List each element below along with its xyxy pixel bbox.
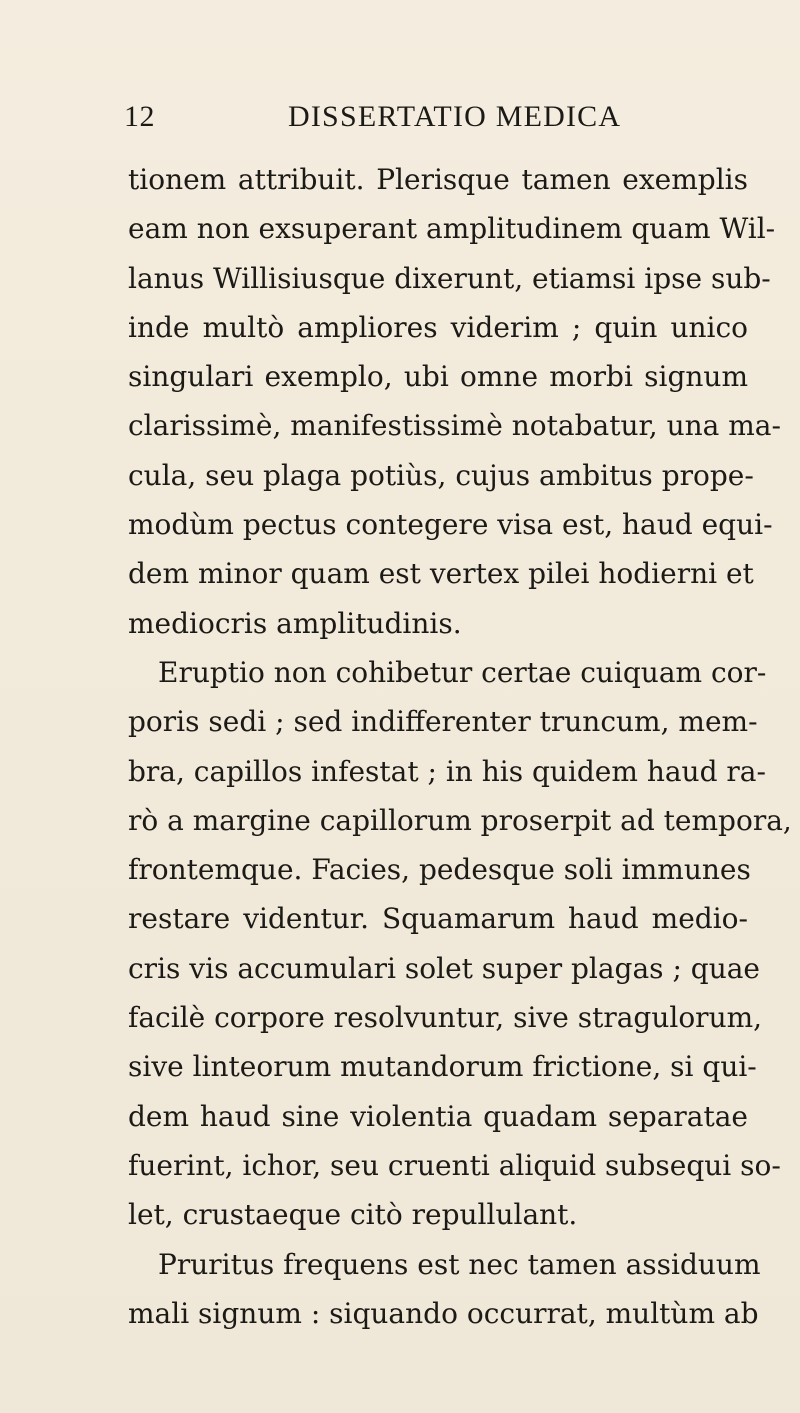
text-line: modùm pectus contegere visa est, haud equi- — [128, 508, 773, 542]
text-line: cula, seu plaga potiùs, cujus ambitus prope- — [128, 458, 754, 492]
text-line: lanus Willisiusque dixerunt, etiamsi ipse sub- — [128, 261, 771, 295]
paragraph-start-line: Eruptio non cohibetur certae cuiquam cor- — [158, 655, 767, 689]
text-line: bra, capillos infestat ; in his quidem haud ra- — [128, 754, 766, 788]
text-line: restare videntur. Squamarum haud medio- — [128, 902, 748, 936]
text-line: facilè corpore resolvuntur, sive stragulorum, — [128, 1001, 763, 1035]
text-line: rò a margine capillorum proserpit ad tempora, — [128, 803, 792, 837]
text-line: frontemque. Facies, pedesque soli immunes — [128, 853, 751, 887]
text-line: fuerint, ichor, seu cruenti aliquid subsequi so- — [128, 1148, 781, 1182]
text-line: sive linteorum mutandorum frictione, si qui- — [128, 1050, 757, 1084]
text-line: poris sedi ; sed indifferenter truncum, mem- — [128, 705, 758, 739]
page-header — [0, 100, 800, 140]
text-line: mediocris amplitudinis. — [128, 606, 462, 640]
text-line: singulari exemplo, ubi omne morbi signum — [128, 360, 748, 394]
text-line: tionem attribuit. Plerisque tamen exemplis — [128, 163, 748, 196]
text-line: eam non exsuperant amplitudinem quam Wil- — [128, 212, 776, 246]
text-line: inde multò ampliores viderim ; quin unico — [128, 310, 748, 344]
text-line: dem haud sine violentia quadam separatae — [128, 1099, 748, 1133]
running-title: DISSERTATIO MEDICA — [288, 100, 622, 133]
text-line: dem minor quam est vertex pilei hodierni et — [128, 557, 754, 591]
body-text — [128, 155, 792, 1338]
page-number: 12 — [124, 100, 155, 133]
text-line: mali signum : siquando occurrat, multùm ab — [128, 1296, 759, 1330]
text-line: cris vis accumulari solet super plagas ; quae — [128, 951, 760, 985]
text-line: let, crustaeque citò repullulant. — [128, 1198, 578, 1232]
text-line: clarissimè, manifestissimè notabatur, una ma- — [128, 409, 781, 443]
paragraph-start-line: Pruritus frequens est nec tamen assiduum — [158, 1247, 761, 1281]
